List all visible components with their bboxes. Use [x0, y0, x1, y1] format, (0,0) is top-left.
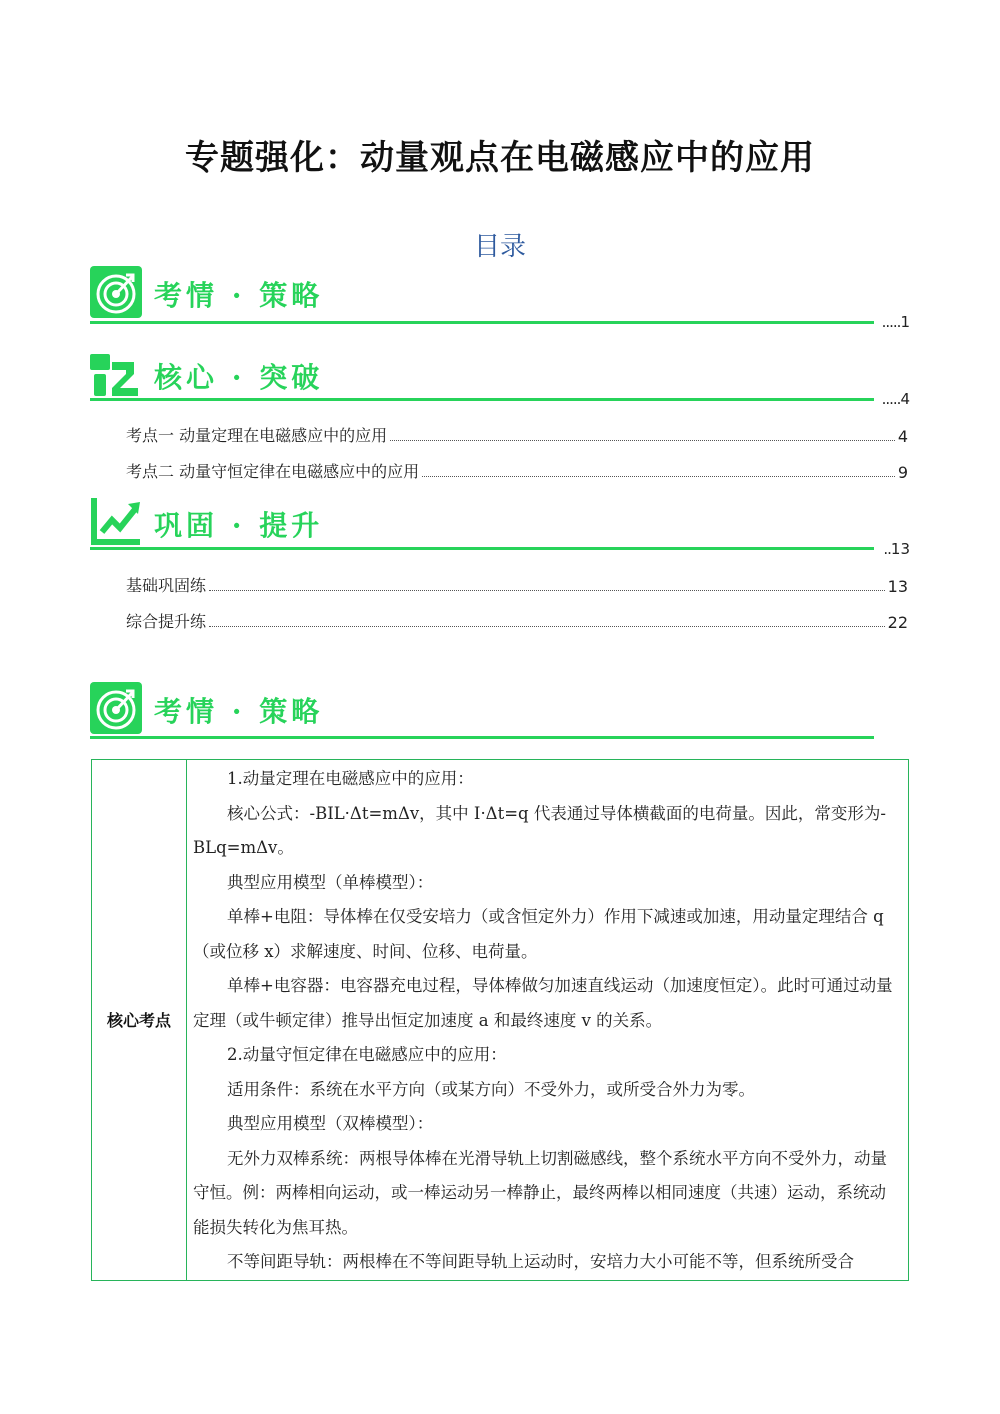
section-label: 考情 · 策略 [154, 279, 324, 312]
section-rule [90, 398, 874, 401]
toc-section-kaoqing[interactable] [90, 266, 910, 330]
paragraph: 单棒+电阻：导体棒在仅受安培力（或含恒定外力）作用下减速或加速，用动量定理结合 q（或位移 x）求解速度、时间、位移、电荷量。 [193, 907, 884, 961]
toc-section-hexin[interactable] [90, 348, 910, 410]
paragraph: 不等间距导轨：两根棒在不等间距导轨上运动时，安培力大小可能不等，但系统所受合 [227, 1252, 854, 1271]
target-icon [90, 682, 142, 734]
body-section-kaoqing [90, 682, 910, 742]
core-points-table [91, 759, 909, 1281]
paragraph: 适用条件：系统在水平方向（或某方向）不受外力，或所受合外力为零。 [227, 1079, 755, 1099]
toc-title: 目录 [473, 232, 526, 262]
section-label: 巩固 · 提升 [154, 509, 324, 542]
section-rule [90, 321, 874, 324]
toc-item[interactable]: 综合提升练 22 [126, 612, 908, 632]
section-rule [90, 736, 874, 739]
toc-page-number: .....4 [881, 390, 910, 408]
section-rule [90, 547, 874, 550]
toc-item[interactable]: 考点二 动量守恒定律在电磁感应中的应用 9 [126, 462, 908, 482]
section-label: 核心 · 突破 [154, 361, 324, 394]
target-icon [90, 266, 142, 318]
paragraph: 2.动量守恒定律在电磁感应中的应用： [227, 1045, 507, 1064]
paragraph: 典型应用模型（单棒模型）： [227, 872, 434, 892]
toc-item[interactable]: 基础巩固练 13 [126, 576, 908, 596]
breakthrough-icon [90, 348, 142, 400]
toc-section-gonggu[interactable] [90, 496, 910, 562]
paragraph: 1.动量定理在电磁感应中的应用： [227, 769, 474, 788]
table-content-cell [187, 760, 909, 1281]
paragraph: 典型应用模型（双棒模型）： [227, 1114, 434, 1133]
toc-page-number: ..13 [883, 540, 910, 558]
toc-item[interactable]: 考点一 动量定理在电磁感应中的应用 4 [126, 426, 908, 446]
table-header-cell: 核心考点 [92, 760, 187, 1281]
section-label: 考情 · 策略 [154, 695, 324, 728]
page-title: 专题强化：动量观点在电磁感应中的应用 [185, 138, 815, 178]
paragraph: 核心公式：-BIL·Δt=mΔv，其中 I·Δt=q 代表通过导体横截面的电荷量。因此，常变形为-BLq=mΔv。 [193, 803, 886, 857]
trend-chart-icon [90, 496, 142, 548]
paragraph: 无外力双棒系统：两根导体棒在光滑导轨上切割磁感线，整个系统水平方向不受外力，动量守恒。例：两棒相向运动，或一棒运动另一棒静止，最终两棒以相同速度（共速）运动，系统动能损失转化为焦耳热。 [193, 1148, 887, 1237]
toc-page-number: .....1 [881, 313, 910, 331]
paragraph: 单棒+电容器：电容器充电过程，导体棒做匀加速直线运动（加速度恒定）。此时可通过动量定理（或牛顿定律）推导出恒定加速度 a 和最终速度 v 的关系。 [193, 976, 893, 1030]
